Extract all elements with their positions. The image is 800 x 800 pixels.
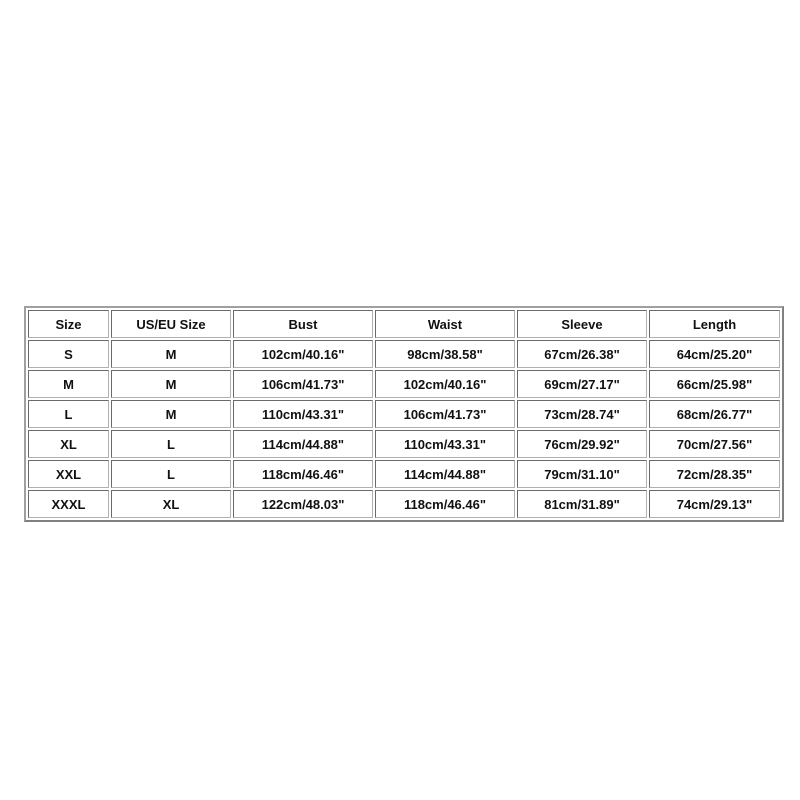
table-row	[28, 460, 780, 488]
cell-size: L	[28, 400, 109, 428]
cell-waist: 106cm/41.73"	[375, 400, 515, 428]
cell-length: 70cm/27.56"	[649, 430, 780, 458]
cell-length: 66cm/25.98"	[649, 370, 780, 398]
cell-sleeve: 73cm/28.74"	[517, 400, 647, 428]
cell-sleeve: 67cm/26.38"	[517, 340, 647, 368]
cell-waist: 118cm/46.46"	[375, 490, 515, 518]
cell-length: 68cm/26.77"	[649, 400, 780, 428]
cell-size: XXL	[28, 460, 109, 488]
cell-sleeve: 79cm/31.10"	[517, 460, 647, 488]
header-row	[28, 310, 780, 338]
cell-size: S	[28, 340, 109, 368]
header-us-eu-size: US/EU Size	[111, 310, 231, 338]
cell-us-eu-size: L	[111, 460, 231, 488]
cell-waist: 110cm/43.31"	[375, 430, 515, 458]
table-row	[28, 430, 780, 458]
cell-size: XXXL	[28, 490, 109, 518]
cell-us-eu-size: M	[111, 370, 231, 398]
header-waist: Waist	[375, 310, 515, 338]
cell-bust: 102cm/40.16"	[233, 340, 373, 368]
cell-length: 64cm/25.20"	[649, 340, 780, 368]
header-size: Size	[28, 310, 109, 338]
cell-bust: 118cm/46.46"	[233, 460, 373, 488]
cell-size: M	[28, 370, 109, 398]
header-sleeve: Sleeve	[517, 310, 647, 338]
table-row	[28, 400, 780, 428]
cell-waist: 102cm/40.16"	[375, 370, 515, 398]
cell-us-eu-size: XL	[111, 490, 231, 518]
cell-waist: 98cm/38.58"	[375, 340, 515, 368]
size-chart-table	[24, 306, 784, 522]
cell-us-eu-size: M	[111, 340, 231, 368]
cell-bust: 122cm/48.03"	[233, 490, 373, 518]
table-row	[28, 370, 780, 398]
cell-size: XL	[28, 430, 109, 458]
cell-us-eu-size: M	[111, 400, 231, 428]
table-row	[28, 490, 780, 518]
cell-sleeve: 69cm/27.17"	[517, 370, 647, 398]
cell-length: 74cm/29.13"	[649, 490, 780, 518]
cell-bust: 110cm/43.31"	[233, 400, 373, 428]
size-chart	[24, 306, 782, 522]
cell-waist: 114cm/44.88"	[375, 460, 515, 488]
cell-sleeve: 76cm/29.92"	[517, 430, 647, 458]
cell-length: 72cm/28.35"	[649, 460, 780, 488]
cell-bust: 106cm/41.73"	[233, 370, 373, 398]
header-length: Length	[649, 310, 780, 338]
table-row	[28, 340, 780, 368]
header-bust: Bust	[233, 310, 373, 338]
cell-sleeve: 81cm/31.89"	[517, 490, 647, 518]
cell-us-eu-size: L	[111, 430, 231, 458]
cell-bust: 114cm/44.88"	[233, 430, 373, 458]
